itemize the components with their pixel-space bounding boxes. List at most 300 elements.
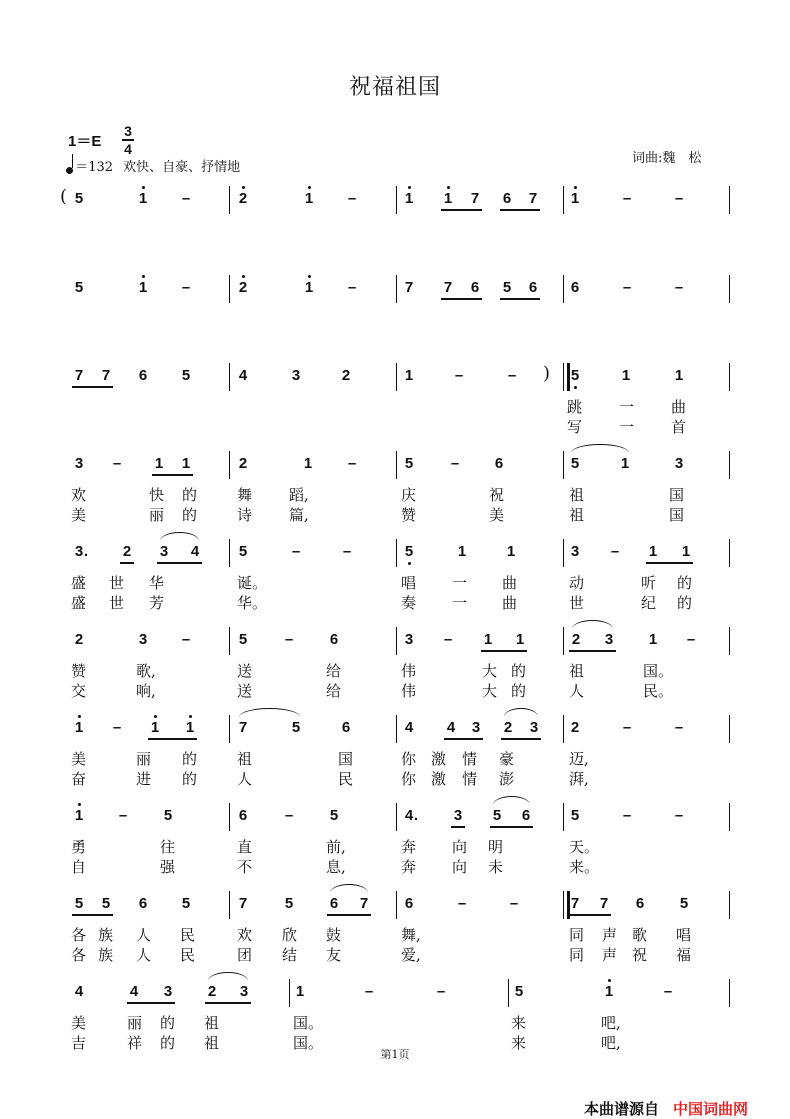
jianpu-note: 5 <box>570 367 580 384</box>
octave-dot-low <box>574 386 577 389</box>
expression-text: 欢快、自豪、抒情地 <box>123 160 241 175</box>
lyric-syllable: 团 <box>237 946 253 964</box>
lyric-syllable: 丽 <box>149 506 165 524</box>
barline-thick <box>567 363 570 391</box>
lyric-syllable: 盛 <box>71 594 87 612</box>
lyric-syllable: 舞 <box>237 486 253 504</box>
lyric-syllable: 送 <box>237 662 253 680</box>
jianpu-note: 6 <box>329 895 339 912</box>
source-credit <box>584 1098 748 1119</box>
lyric-syllable: 你 <box>401 770 417 788</box>
lyric-syllable: 情 <box>462 750 478 768</box>
barline <box>729 715 730 743</box>
barline <box>563 451 564 479</box>
barline <box>729 451 730 479</box>
lyric-syllable: 的 <box>182 486 198 504</box>
jianpu-note: 7 <box>238 719 248 736</box>
barline-thick <box>567 891 570 919</box>
octave-dot-high <box>608 979 611 982</box>
barline <box>729 979 730 1007</box>
lyric-syllable: 丽 <box>127 1014 143 1032</box>
lyric-syllable: 唱 <box>676 926 692 944</box>
jianpu-note: 3 <box>159 543 169 560</box>
octave-dot-high <box>574 186 577 189</box>
jianpu-note: 6 <box>404 895 414 912</box>
jianpu-note: 5 <box>238 631 248 648</box>
jianpu-note: 2 <box>207 983 217 1000</box>
jianpu-note: 7 <box>443 279 453 296</box>
jianpu-note: 1 <box>185 719 195 736</box>
barline <box>289 979 290 1007</box>
lyric-syllable: 来 <box>511 1034 527 1052</box>
lyric-syllable: 吧, <box>601 1014 621 1032</box>
lyric-syllable: 唱 <box>401 574 417 592</box>
barline <box>396 275 397 303</box>
beam-underline <box>500 209 540 211</box>
jianpu-note: – <box>450 455 460 472</box>
barline <box>563 803 564 831</box>
jianpu-note: 1 <box>404 367 414 384</box>
jianpu-note: 7 <box>238 895 248 912</box>
lyric-syllable: 迈, <box>569 750 589 768</box>
octave-dot-high <box>242 186 245 189</box>
lyric-syllable: 湃, <box>569 770 589 788</box>
bracket-close: ) <box>543 363 551 384</box>
beam-underline <box>500 298 540 300</box>
jianpu-note: 5 <box>74 279 84 296</box>
lyric-syllable: 族 <box>98 946 114 964</box>
lyric-syllable: 的 <box>160 1034 176 1052</box>
jianpu-note: 3 <box>163 983 173 1000</box>
lyric-syllable: 交 <box>71 682 87 700</box>
lyric-syllable: 声 <box>602 926 618 944</box>
lyric-syllable: 明 <box>488 838 504 856</box>
jianpu-note: 2 <box>74 631 84 648</box>
jianpu-note: 1 <box>674 367 684 384</box>
jianpu-note: 6 <box>341 719 351 736</box>
jianpu-note: – <box>663 983 673 1000</box>
lyric-syllable: 的 <box>182 506 198 524</box>
lyric-syllable: 给 <box>326 682 342 700</box>
jianpu-note: 1 <box>457 543 467 560</box>
jianpu-note: 6 <box>528 279 538 296</box>
jianpu-note: – <box>347 455 357 472</box>
barline <box>729 803 730 831</box>
jianpu-note: 5 <box>570 455 580 472</box>
barline <box>729 539 730 567</box>
jianpu-note: 1 <box>295 983 305 1000</box>
jianpu-note: 5 <box>181 895 191 912</box>
barline <box>396 363 397 391</box>
jianpu-note: 5 <box>238 543 248 560</box>
lyric-syllable: 人 <box>569 682 585 700</box>
lyric-syllable: 祖 <box>569 486 585 504</box>
lyric-syllable: 自 <box>71 858 87 876</box>
jianpu-note: 5 <box>514 983 524 1000</box>
lyric-syllable: 芳 <box>149 594 165 612</box>
octave-dot-high <box>447 186 450 189</box>
jianpu-note: 1 <box>304 279 314 296</box>
jianpu-note: 1 <box>506 543 516 560</box>
source-site: 中国词曲网 <box>673 1100 749 1118</box>
barline <box>396 803 397 831</box>
lyric-syllable: 纪 <box>641 594 657 612</box>
barline-double <box>563 891 564 919</box>
lyric-syllable: 声 <box>602 946 618 964</box>
jianpu-note: 5 <box>679 895 689 912</box>
jianpu-note: – <box>112 455 122 472</box>
lyric-syllable: 赞 <box>71 662 87 680</box>
jianpu-note: 4 <box>404 807 414 824</box>
barline <box>729 186 730 214</box>
lyric-syllable: 国。 <box>293 1014 324 1032</box>
beam-underline <box>152 474 193 476</box>
lyric-syllable: 民 <box>338 770 354 788</box>
jianpu-note: 6 <box>138 367 148 384</box>
lyric-syllable: 一 <box>619 398 635 416</box>
lyric-syllable: 吧, <box>601 1034 621 1052</box>
jianpu-note: – <box>364 983 374 1000</box>
lyric-syllable: 天。 <box>569 838 600 856</box>
jianpu-note: – <box>342 543 352 560</box>
jianpu-note: 1 <box>138 279 148 296</box>
jianpu-note: – <box>284 631 294 648</box>
lyric-syllable: 蹈, <box>289 486 309 504</box>
jianpu-note: 2 <box>571 631 581 648</box>
jianpu-note: 3 <box>239 983 249 1000</box>
barline <box>229 803 230 831</box>
beam-underline <box>157 562 202 564</box>
jianpu-note: 7 <box>599 895 609 912</box>
jianpu-note: 7 <box>470 190 480 207</box>
source-prefix: 本曲谱源自 <box>584 1100 660 1118</box>
lyric-syllable: 各 <box>71 946 87 964</box>
lyric-syllable: 吉 <box>71 1034 87 1052</box>
jianpu-note: 3 <box>604 631 614 648</box>
jianpu-note: 5 <box>101 895 111 912</box>
jianpu-note: 5 <box>404 455 414 472</box>
jianpu-note: 1 <box>648 631 658 648</box>
barline <box>229 891 230 919</box>
jianpu-note: 1 <box>404 190 414 207</box>
barline <box>396 715 397 743</box>
jianpu-note: 1 <box>154 455 164 472</box>
lyric-syllable: 舞, <box>401 926 421 944</box>
jianpu-note: – <box>443 631 453 648</box>
lyric-syllable: 欢 <box>237 926 253 944</box>
lyric-syllable: 奏 <box>401 594 417 612</box>
barline <box>729 363 730 391</box>
lyric-syllable: 奔 <box>401 858 417 876</box>
lyric-syllable: 祝 <box>632 946 648 964</box>
beam-underline <box>127 1002 175 1004</box>
lyric-syllable: 友 <box>326 946 342 964</box>
jianpu-note: 6 <box>329 631 339 648</box>
lyric-syllable: 祖 <box>204 1034 220 1052</box>
lyric-syllable: 往 <box>160 838 176 856</box>
jianpu-note: 6 <box>238 807 248 824</box>
barline <box>229 627 230 655</box>
lyric-syllable: 鼓 <box>326 926 342 944</box>
jianpu-note: 5 <box>570 807 580 824</box>
lyric-syllable: 丽 <box>136 750 152 768</box>
octave-dot-high <box>78 715 81 718</box>
lyric-syllable: 的 <box>511 682 527 700</box>
beam-underline <box>646 562 693 564</box>
jianpu-note: . <box>413 807 419 824</box>
lyric-syllable: 豪 <box>499 750 515 768</box>
barline <box>229 539 230 567</box>
lyric-syllable: 爱, <box>401 946 421 964</box>
jianpu-note: 3 <box>404 631 414 648</box>
lyric-syllable: 的 <box>677 594 693 612</box>
beam-underline <box>451 826 465 828</box>
lyric-syllable: 你 <box>401 750 417 768</box>
jianpu-note: 1 <box>483 631 493 648</box>
jianpu-note: 3 <box>74 455 84 472</box>
lyric-syllable: 世 <box>109 574 125 592</box>
jianpu-note: – <box>622 719 632 736</box>
octave-dot-high <box>189 715 192 718</box>
jianpu-note: 3 <box>529 719 539 736</box>
lyric-syllable: 的 <box>182 770 198 788</box>
tie-slur <box>571 444 629 453</box>
tempo-value: ＝132 <box>75 160 114 175</box>
jianpu-note: 7 <box>570 895 580 912</box>
composer-credit: 词曲:魏 松 <box>632 151 702 166</box>
lyric-syllable: 世 <box>109 594 125 612</box>
lyric-syllable: 同 <box>569 946 585 964</box>
barline <box>729 627 730 655</box>
lyric-syllable: 首 <box>671 418 687 436</box>
barline <box>229 186 230 214</box>
jianpu-note: – <box>347 190 357 207</box>
jianpu-note: 3 <box>471 719 481 736</box>
lyric-syllable: 前, <box>326 838 346 856</box>
tie-slur <box>330 884 368 893</box>
jianpu-note: 2 <box>238 190 248 207</box>
jianpu-note: – <box>118 807 128 824</box>
jianpu-note: 5 <box>181 367 191 384</box>
beam-underline <box>120 562 134 564</box>
jianpu-note: 4 <box>129 983 139 1000</box>
barline <box>229 715 230 743</box>
jianpu-note: 4 <box>238 367 248 384</box>
lyric-syllable: 各 <box>71 926 87 944</box>
jianpu-note: 1 <box>570 190 580 207</box>
barline <box>229 363 230 391</box>
octave-dot-low <box>408 562 411 565</box>
jianpu-note: 2 <box>570 719 580 736</box>
jianpu-note: 5 <box>329 807 339 824</box>
beam-underline <box>148 738 197 740</box>
lyric-syllable: 息, <box>326 858 346 876</box>
beam-underline <box>568 914 611 916</box>
jianpu-note: 5 <box>404 543 414 560</box>
lyric-syllable: 世 <box>569 594 585 612</box>
jianpu-note: 4 <box>190 543 200 560</box>
lyric-syllable: 强 <box>160 858 176 876</box>
lyric-syllable: 的 <box>511 662 527 680</box>
lyric-syllable: 美 <box>71 1014 87 1032</box>
jianpu-note: 1 <box>74 719 84 736</box>
jianpu-note: – <box>181 190 191 207</box>
jianpu-note: – <box>507 367 517 384</box>
jianpu-note: 5 <box>291 719 301 736</box>
barline <box>563 715 564 743</box>
barline <box>396 627 397 655</box>
lyric-syllable: 欣 <box>282 926 298 944</box>
jianpu-note: . <box>83 543 89 560</box>
lyric-syllable: 国。 <box>293 1034 324 1052</box>
lyric-syllable: 一 <box>619 418 635 436</box>
barline <box>563 275 564 303</box>
jianpu-note: – <box>622 807 632 824</box>
lyric-syllable: 祖 <box>569 662 585 680</box>
lyric-syllable: 华 <box>149 574 165 592</box>
beam-underline <box>569 650 616 652</box>
lyric-syllable: 一 <box>452 594 468 612</box>
jianpu-note: – <box>181 279 191 296</box>
jianpu-note: – <box>674 807 684 824</box>
jianpu-note: 1 <box>304 190 314 207</box>
jianpu-note: 1 <box>443 190 453 207</box>
beam-underline <box>481 650 527 652</box>
lyric-syllable: 进 <box>136 770 152 788</box>
lyric-syllable: 同 <box>569 926 585 944</box>
lyric-syllable: 奔 <box>401 838 417 856</box>
lyric-syllable: 伟 <box>401 662 417 680</box>
lyric-syllable: 美 <box>71 506 87 524</box>
jianpu-note: – <box>622 190 632 207</box>
lyric-syllable: 人 <box>237 770 253 788</box>
barline <box>563 627 564 655</box>
lyric-syllable: 结 <box>282 946 298 964</box>
jianpu-note: 2 <box>122 543 132 560</box>
jianpu-note: – <box>291 543 301 560</box>
jianpu-note: – <box>457 895 467 912</box>
barline <box>229 275 230 303</box>
lyric-syllable: 听 <box>641 574 657 592</box>
beam-underline <box>444 738 483 740</box>
lyric-syllable: 大 <box>482 682 498 700</box>
barline <box>396 539 397 567</box>
jianpu-note: 4 <box>404 719 414 736</box>
lyric-syllable: 勇 <box>71 838 87 856</box>
jianpu-note: – <box>436 983 446 1000</box>
barline <box>396 451 397 479</box>
jianpu-note: 6 <box>470 279 480 296</box>
page-number: 第1页 <box>380 1048 410 1061</box>
jianpu-note: 4 <box>74 983 84 1000</box>
jianpu-note: 4 <box>446 719 456 736</box>
lyric-syllable: 国 <box>338 750 354 768</box>
octave-dot-high <box>308 186 311 189</box>
jianpu-note: 5 <box>74 190 84 207</box>
tie-slur <box>239 708 300 717</box>
tie-slur <box>572 620 613 629</box>
jianpu-note: 3 <box>74 543 84 560</box>
tie-slur <box>493 796 530 805</box>
lyric-syllable: 国。 <box>643 662 674 680</box>
jianpu-note: 6 <box>635 895 645 912</box>
lyric-syllable: 的 <box>160 1014 176 1032</box>
lyric-syllable: 动 <box>569 574 585 592</box>
lyric-syllable: 一 <box>452 574 468 592</box>
jianpu-note: 3 <box>138 631 148 648</box>
octave-dot-high <box>142 186 145 189</box>
jianpu-note: 1 <box>621 367 631 384</box>
jianpu-note: 3 <box>674 455 684 472</box>
lyric-syllable: 赞 <box>401 506 417 524</box>
barline-double <box>563 363 564 391</box>
barline <box>563 186 564 214</box>
jianpu-note: 2 <box>238 279 248 296</box>
lyric-syllable: 诗 <box>237 506 253 524</box>
beam-underline <box>441 209 482 211</box>
lyric-syllable: 庆 <box>401 486 417 504</box>
jianpu-note: 5 <box>74 895 84 912</box>
jianpu-note: – <box>674 279 684 296</box>
lyric-syllable: 激 <box>431 750 447 768</box>
lyric-syllable: 的 <box>182 750 198 768</box>
barline <box>396 186 397 214</box>
lyric-syllable: 写 <box>567 418 583 436</box>
jianpu-note: 5 <box>502 279 512 296</box>
barline <box>508 979 509 1007</box>
jianpu-note: – <box>674 190 684 207</box>
octave-dot-high <box>242 275 245 278</box>
jianpu-note: – <box>347 279 357 296</box>
jianpu-note: – <box>284 807 294 824</box>
jianpu-note: – <box>509 895 519 912</box>
octave-dot-high <box>308 275 311 278</box>
lyric-syllable: 来 <box>511 1014 527 1032</box>
lyric-syllable: 美 <box>489 506 505 524</box>
lyric-syllable: 欢 <box>71 486 87 504</box>
lyric-syllable: 来。 <box>569 858 600 876</box>
jianpu-note: 1 <box>604 983 614 1000</box>
lyric-syllable: 伟 <box>401 682 417 700</box>
lyric-syllable: 向 <box>452 858 468 876</box>
lyric-syllable: 华。 <box>237 594 268 612</box>
jianpu-note: 1 <box>150 719 160 736</box>
jianpu-note: 1 <box>620 455 630 472</box>
lyric-syllable: 给 <box>326 662 342 680</box>
lyric-syllable: 祖 <box>204 1014 220 1032</box>
beam-underline <box>205 1002 251 1004</box>
jianpu-note: 1 <box>138 190 148 207</box>
lyric-syllable: 不 <box>237 858 253 876</box>
lyric-syllable: 盛 <box>71 574 87 592</box>
barline <box>563 539 564 567</box>
jianpu-note: – <box>622 279 632 296</box>
lyric-syllable: 祝 <box>489 486 505 504</box>
lyric-syllable: 祥 <box>127 1034 143 1052</box>
lyric-syllable: 民 <box>180 946 196 964</box>
time-signature <box>122 124 134 156</box>
lyric-syllable: 快 <box>149 486 165 504</box>
jianpu-note: 3 <box>570 543 580 560</box>
octave-dot-high <box>154 715 157 718</box>
lyric-syllable: 未 <box>488 858 504 876</box>
beam-underline <box>441 298 482 300</box>
time-bottom: 4 <box>124 140 132 157</box>
lyric-syllable: 国 <box>669 506 685 524</box>
octave-dot-high <box>142 275 145 278</box>
barline <box>229 451 230 479</box>
lyric-syllable: 曲 <box>502 594 518 612</box>
